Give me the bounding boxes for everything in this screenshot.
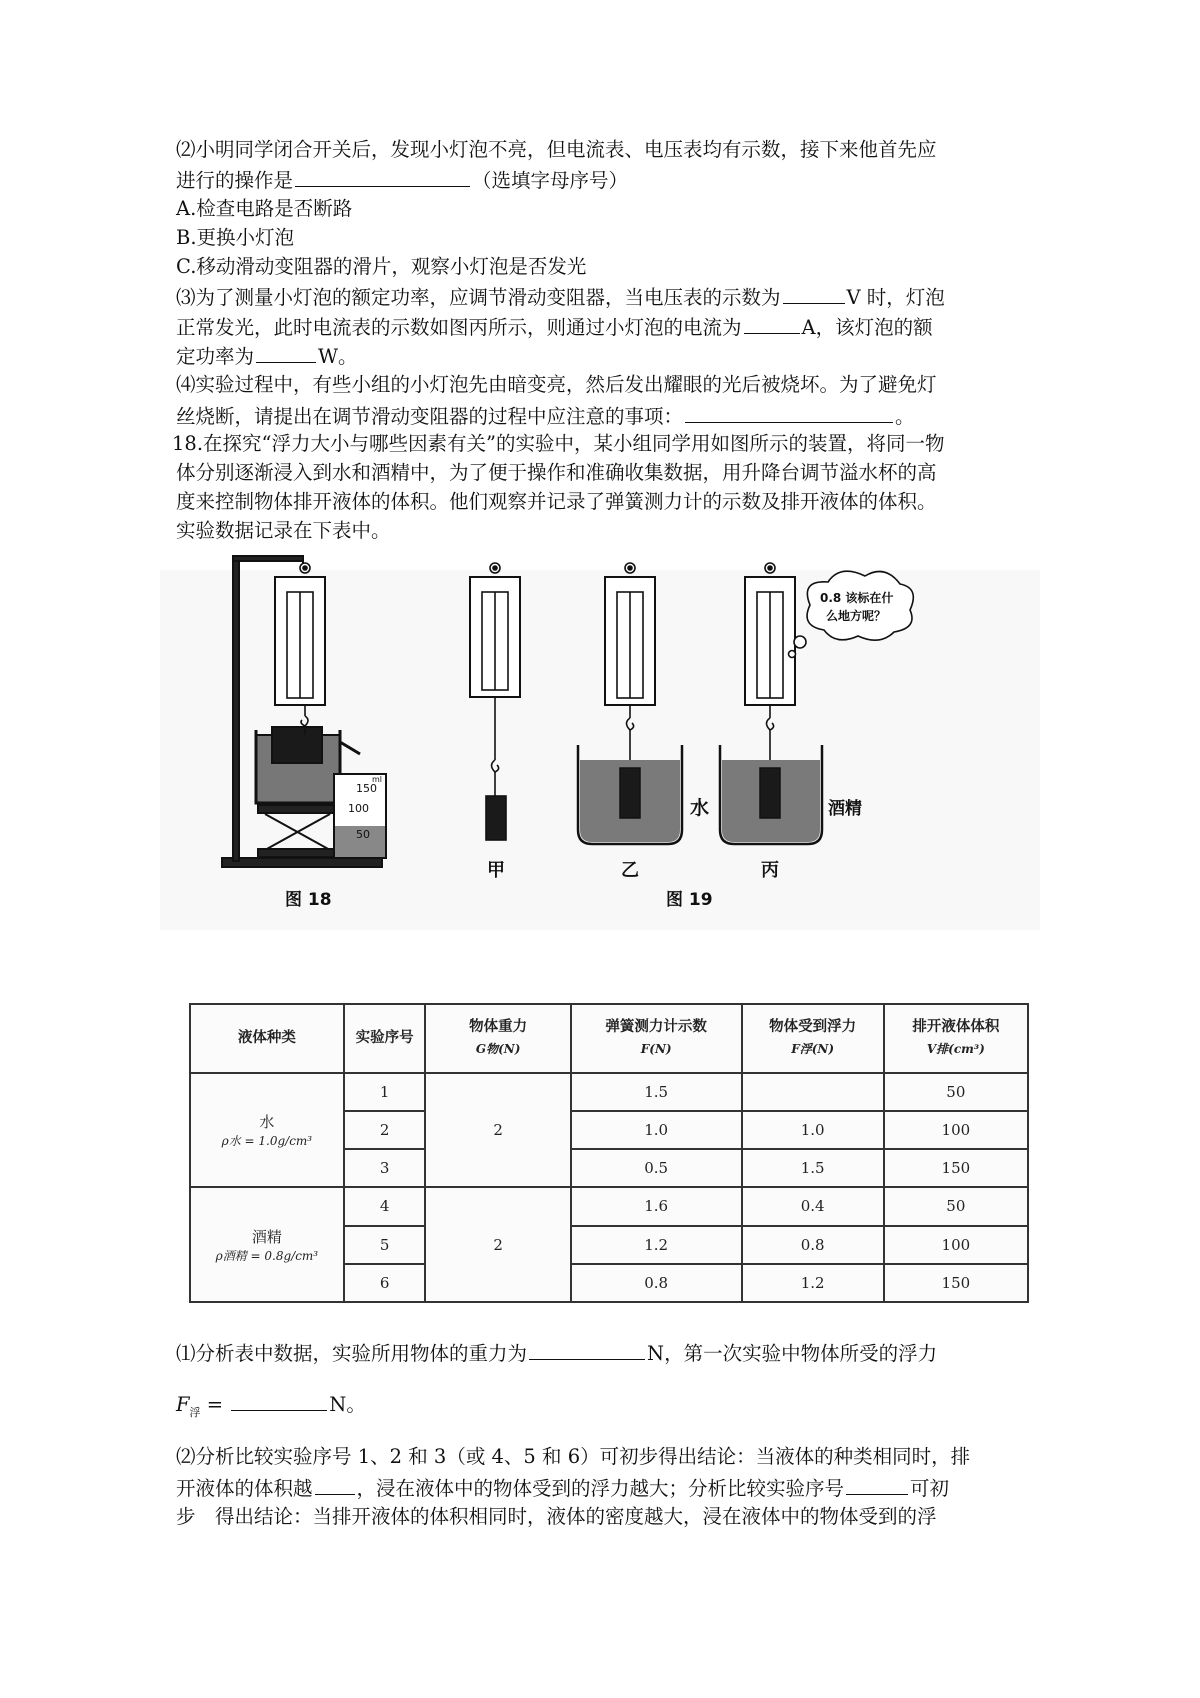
- header-seq: 实验序号: [344, 1004, 426, 1073]
- caption-fig18: 图 18: [285, 890, 332, 910]
- q17-part2-line1: ⑵小明同学闭合开关后，发现小灯泡不亮，但电流表、电压表均有示数，接下来他首先应: [176, 138, 937, 161]
- symbol-F-subscript: 浮: [189, 1405, 201, 1419]
- q17-part4-text: 丝烧断，请提出在调节滑动变阻器的过程中应注意的事项：: [176, 405, 684, 428]
- group-water-name: 水: [259, 1113, 275, 1132]
- option-c: C.移动滑动变阻器的滑片，观察小灯泡是否发光: [176, 255, 587, 278]
- answer-blank-volume[interactable]: [315, 1472, 355, 1495]
- q17-part3-text5: 定功率为: [176, 345, 255, 368]
- q18-sub2-text1: 开液体的体积越: [176, 1477, 313, 1500]
- q18-sub1-text3: N。: [329, 1393, 366, 1416]
- answer-blank-voltage[interactable]: [783, 281, 845, 304]
- equals-sign: =: [200, 1393, 230, 1416]
- header-vol-l2: V排(cm³): [926, 1042, 985, 1057]
- cell-volume: 50: [884, 1073, 1028, 1111]
- cylinder-tick-100: 100: [348, 802, 369, 815]
- q18-line4: 实验数据记录在下表中。: [176, 519, 391, 542]
- cell-weight: 2: [425, 1073, 570, 1188]
- q17-part3-text6: W。: [318, 345, 358, 368]
- symbol-F: F: [176, 1393, 190, 1416]
- group-water-cell: [190, 1073, 344, 1188]
- q18-sub1-line1: [176, 1337, 937, 1369]
- thought-bubble-line1: 0.8 该标在什: [820, 591, 894, 605]
- header-vol-l1: 排开液体体积: [912, 1019, 1000, 1036]
- cell-buoyancy: 0.4: [742, 1187, 884, 1225]
- cell-buoyancy: 0.8: [742, 1226, 884, 1264]
- cell-buoyancy: 1.0: [742, 1111, 884, 1149]
- answer-blank-seq[interactable]: [846, 1472, 908, 1495]
- label-jia: 甲: [487, 860, 505, 881]
- cell-reading: 1.2: [571, 1226, 742, 1264]
- q18-sub2-text2: ，浸在液体中的物体受到的浮力越大；分析比较实验序号: [356, 1477, 845, 1500]
- cell-volume: 100: [884, 1111, 1028, 1149]
- option-a: A.检查电路是否断路: [176, 197, 353, 220]
- option-b: B.更换小灯泡: [176, 226, 295, 249]
- cell-seq: 3: [344, 1149, 426, 1187]
- cell-buoyancy: [742, 1073, 884, 1111]
- header-volume: [884, 1004, 1028, 1073]
- thought-bubble-line2: 么地方呢？: [826, 609, 887, 623]
- caption-fig19: 图 19: [666, 890, 713, 910]
- q17-part3-text3: 正常发光，此时电流表的示数如图丙所示，则通过小灯泡的电流为: [176, 316, 742, 339]
- cylinder-tick-50: 50: [356, 828, 370, 841]
- q17-part3-line3: [176, 340, 358, 372]
- cell-seq: 5: [344, 1226, 426, 1264]
- cell-reading: 1.0: [571, 1111, 742, 1149]
- cell-weight: 2: [425, 1187, 570, 1302]
- q17-part3-line2: [176, 311, 933, 343]
- header-liquid: 液体种类: [190, 1004, 344, 1073]
- cell-seq: 1: [344, 1073, 426, 1111]
- q17-part3-line1: [176, 281, 945, 313]
- cell-volume: 100: [884, 1226, 1028, 1264]
- liquid-label-water: 水: [690, 797, 710, 819]
- header-weight-l1: 物体重力: [469, 1019, 528, 1036]
- group-alcohol-name: 酒精: [251, 1227, 282, 1246]
- q17-part3-text4: A，该灯泡的额: [801, 316, 933, 339]
- q17-part4-line1: ⑷实验过程中，有些小组的小灯泡先由暗变亮，然后发出耀眼的光后被烧坏。为了避免灯: [176, 373, 937, 396]
- answer-blank-buoyancy[interactable]: [231, 1388, 327, 1411]
- cell-volume: 150: [884, 1149, 1028, 1187]
- label-bing: 丙: [761, 860, 779, 881]
- header-buoy-l2: F浮(N): [791, 1042, 835, 1057]
- group-alcohol-cell: [190, 1187, 344, 1302]
- header-reading-l1: 弹簧测力计示数: [605, 1019, 707, 1036]
- q17-part2-line2: [176, 164, 628, 196]
- answer-blank-power[interactable]: [256, 340, 316, 363]
- group-alcohol-density: ρ酒精 = 0.8g/cm³: [215, 1248, 319, 1263]
- cell-reading: 0.8: [571, 1264, 742, 1302]
- label-yi: 乙: [621, 860, 639, 881]
- answer-blank-precaution[interactable]: [685, 400, 893, 423]
- q18-line1: 18.在探究“浮力大小与哪些因素有关”的实验中，某小组同学用如图所示的装置，将同一物: [172, 432, 945, 455]
- cell-seq: 4: [344, 1187, 426, 1225]
- q18-sub2-text3: 可初: [910, 1477, 950, 1500]
- header-reading-l2: F(N): [640, 1042, 672, 1057]
- cylinder-tick-150: 150: [356, 782, 377, 795]
- cell-seq: 2: [344, 1111, 426, 1149]
- q18-sub2-line3: 步 得出结论：当排开液体的体积相同时，液体的密度越大，浸在液体中的物体受到的浮: [176, 1505, 937, 1528]
- table-row: [190, 1187, 1028, 1225]
- cell-reading: 1.5: [571, 1073, 742, 1111]
- figures-18-19: [160, 550, 1040, 990]
- q18-sub2-line1: ⑵分析比较实验序号 1、2 和 3（或 4、5 和 6）可初步得出结论：当液体的种类相同时，排: [176, 1445, 971, 1468]
- cell-volume: 50: [884, 1187, 1028, 1225]
- cell-seq: 6: [344, 1264, 426, 1302]
- q17-part2-text: 进行的操作是: [176, 169, 294, 192]
- cylinder-unit: ml: [372, 775, 383, 784]
- answer-blank-current[interactable]: [744, 311, 800, 334]
- cell-reading: 1.6: [571, 1187, 742, 1225]
- q17-part3-text1: ⑶为了测量小灯泡的额定功率，应调节滑动变阻器，当电压表的示数为: [176, 286, 781, 309]
- q18-sub1-line2: [176, 1388, 366, 1428]
- q17-part2-hint: （选填字母序号）: [472, 169, 629, 192]
- cell-reading: 0.5: [571, 1149, 742, 1187]
- data-table: [189, 1003, 1029, 1303]
- cell-buoyancy: 1.2: [742, 1264, 884, 1302]
- q18-sub1-text2: N，第一次实验中物体所受的浮力: [647, 1342, 938, 1365]
- q18-sub2-line2: [176, 1472, 949, 1504]
- cell-volume: 150: [884, 1264, 1028, 1302]
- q18-line2: 体分别逐渐浸入到水和酒精中，为了便于操作和准确收集数据，用升降台调节溢水杯的高: [176, 461, 937, 484]
- header-buoy-l1: 物体受到浮力: [769, 1019, 857, 1036]
- header-weight: [425, 1004, 570, 1073]
- liquid-label-alcohol: 酒精: [828, 799, 862, 819]
- q18-sub1-text1: ⑴分析表中数据，实验所用物体的重力为: [176, 1342, 528, 1365]
- header-reading: [571, 1004, 742, 1073]
- header-buoyancy: [742, 1004, 884, 1073]
- answer-blank-operation[interactable]: [295, 164, 470, 187]
- cell-buoyancy: 1.5: [742, 1149, 884, 1187]
- q17-part4-line2: [176, 400, 915, 432]
- q17-part4-end: 。: [895, 405, 915, 428]
- group-water-density: ρ水 = 1.0g/cm³: [221, 1134, 313, 1149]
- header-weight-l2: G物(N): [475, 1042, 521, 1057]
- table-row: [190, 1073, 1028, 1111]
- table-header-row: [190, 1004, 1028, 1073]
- q17-part3-text2: V 时，灯泡: [846, 286, 945, 309]
- answer-blank-weight[interactable]: [529, 1337, 645, 1360]
- q18-line3: 度来控制物体排开液体的体积。他们观察并记录了弹簧测力计的示数及排开液体的体积。: [176, 490, 937, 513]
